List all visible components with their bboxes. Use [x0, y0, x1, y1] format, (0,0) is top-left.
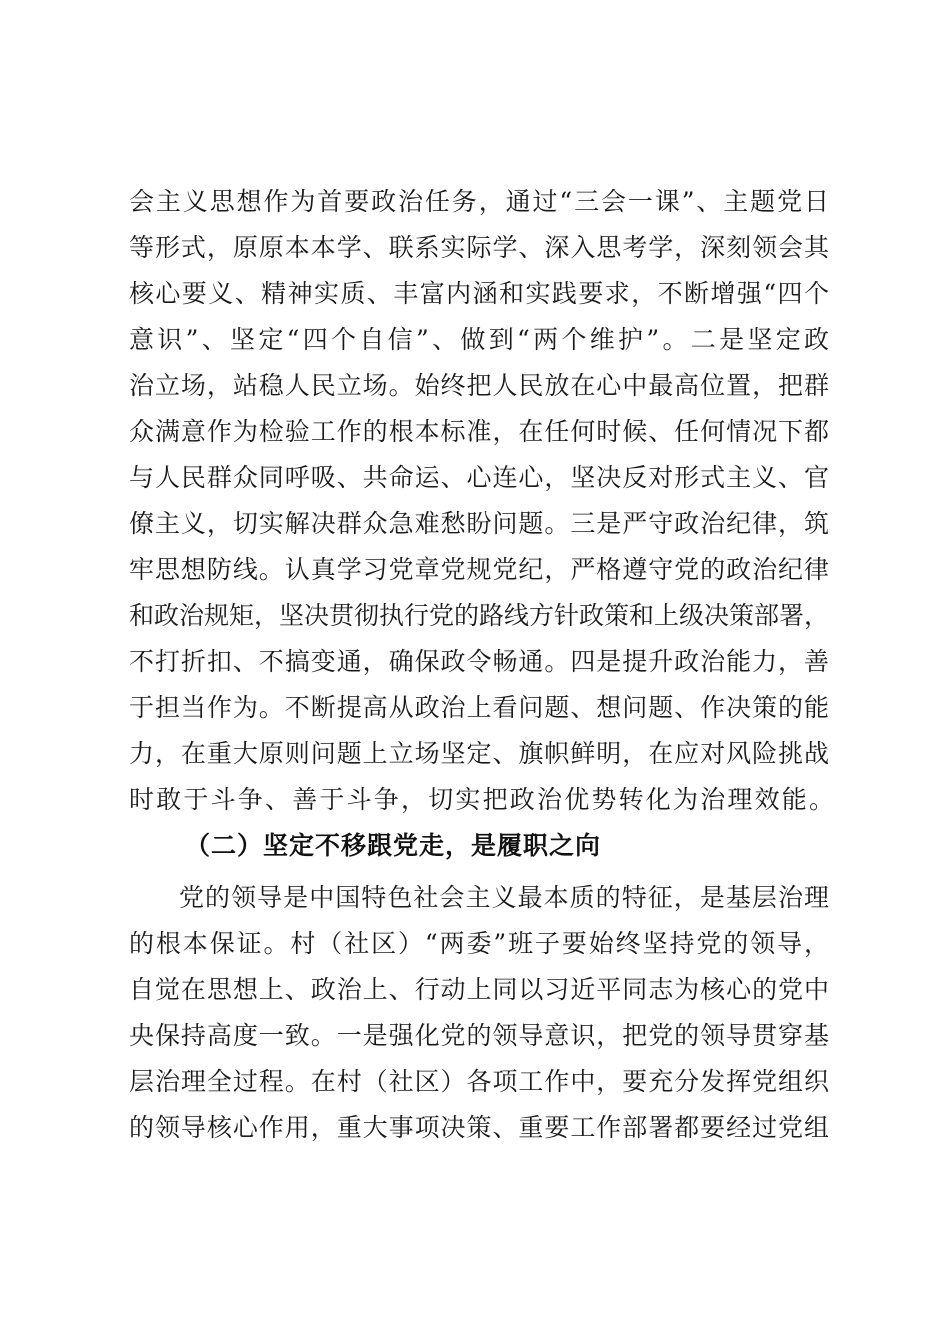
- paragraph-line: 僚主义，切实解决群众急难愁盼问题。三是严守政治纪律，筑: [129, 509, 829, 538]
- paragraph-line: 核心要义、精神实质、丰富内涵和实践要求，不断增强“四个: [129, 279, 829, 308]
- paragraph-line: 央保持高度一致。一是强化党的领导意识，把党的领导贯穿基: [129, 1021, 829, 1050]
- paragraph-line: 会主义思想作为首要政治任务，通过“三会一课”、主题党日: [129, 187, 829, 216]
- paragraph-line: 与人民群众同呼吸、共命运、心连心，坚决反对形式主义、官: [129, 463, 829, 492]
- paragraph-line: 的根本保证。村（社区）“两委”班子要始终坚持党的领导，: [129, 929, 829, 958]
- paragraph-line: 党的领导是中国特色社会主义最本质的特征，是基层治理: [179, 883, 829, 912]
- paragraph-line: 于担当作为。不断提高从政治上看问题、想问题、作决策的能: [129, 693, 829, 722]
- paragraph-line: 时敢于斗争、善于斗争，切实把政治优势转化为治理效能。: [129, 785, 837, 814]
- paragraph-line: 等形式，原原本本学、联系实际学、深入思考学，深刻领会其: [129, 233, 829, 262]
- paragraph-line: 自觉在思想上、政治上、行动上同以习近平同志为核心的党中: [129, 975, 829, 1004]
- paragraph-line: 治立场，站稳人民立场。始终把人民放在心中最高位置，把群: [129, 371, 829, 400]
- paragraph-line: 众满意作为检验工作的根本标准，在任何时候、任何情况下都: [129, 417, 829, 446]
- paragraph-line: 力，在重大原则问题上立场坚定、旗帜鲜明，在应对风险挑战: [129, 739, 829, 768]
- paragraph-line: 不打折扣、不搞变通，确保政令畅通。四是提升政治能力，善: [129, 647, 829, 676]
- paragraph-line: 和政治规矩，坚决贯彻执行党的路线方针政策和上级决策部署，: [129, 601, 830, 630]
- paragraph-line: 的领导核心作用，重大事项决策、重要工作部署都要经过党组: [129, 1113, 829, 1142]
- paragraph-line: 意识”、坚定“四个自信”、做到“两个维护”。二是坚定政: [129, 325, 829, 354]
- section-heading: （二）坚定不移跟党走，是履职之向: [185, 831, 602, 860]
- paragraph-line: 层治理全过程。在村（社区）各项工作中，要充分发挥党组织: [129, 1067, 829, 1096]
- paragraph-line: 牢思想防线。认真学习党章党规党纪，严格遵守党的政治纪律: [129, 555, 829, 584]
